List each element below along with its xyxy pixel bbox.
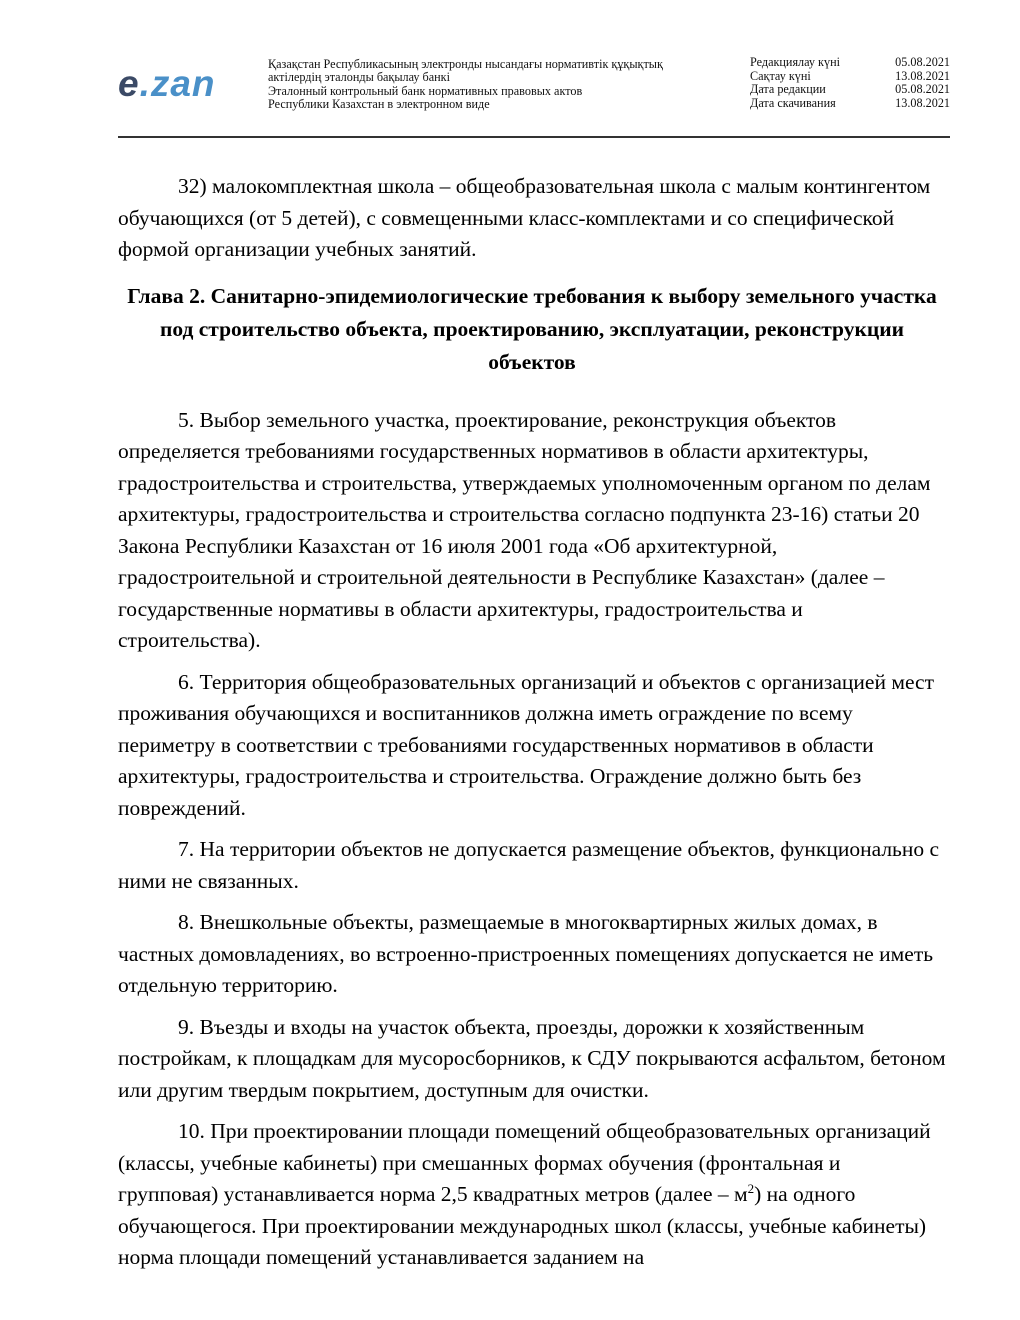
paragraph-10-part1: 10. При проектировании площади помещений общеобразовательных организаций (классы, учебные кабинеты) при смешанных формах обучения (фронтальная и групповая) устанавливается норма 2,5 квадратных метров (далее – м xyxy=(118,1119,931,1206)
meta-row xyxy=(750,83,950,97)
document-header xyxy=(118,56,950,138)
org-line: актілердің эталонды бақылау банкі xyxy=(268,70,450,85)
paragraph-6: 6. Территория общеобразовательных организаций и объектов с организацией мест проживания обучающихся и воспитанников должна иметь ограждение по всему периметру в соответствии с требованиями государственных нормативов в области архитектуры, градостроительства и строительства. Ограждение должно быть без повреждений. xyxy=(118,669,934,820)
paragraph-32: 32) малокомплектная школа – общеобразовательная школа с малым контингентом обучающихся (от 5 детей), с совмещенными класс-комплектами и со специфической формой организации учебных занятий. xyxy=(118,174,931,261)
meta-row xyxy=(750,70,950,84)
logo-zan: zan xyxy=(150,63,216,104)
meta-label: Дата скачивания xyxy=(750,95,836,110)
meta-row xyxy=(750,56,950,70)
superscript-2: 2 xyxy=(747,1180,755,1196)
meta-value: 05.08.2021 xyxy=(895,55,950,69)
org-line: Республики Казахстан в электронном виде xyxy=(268,97,490,112)
meta-label: Сақтау күні xyxy=(750,68,811,83)
meta-value: 05.08.2021 xyxy=(895,82,950,97)
meta-value: 13.08.2021 xyxy=(895,68,950,83)
paragraph-7: 7. На территории объектов не допускается размещение объектов, функционально с ними не связанных. xyxy=(118,837,940,893)
org-title xyxy=(268,58,728,112)
paragraph-9: 9. Въезды и входы на участок объекта, проезды, дорожки к хозяйственным постройкам, к площадкам для мусоросборников, к СДУ покрываются асфальтом, бетоном или другим твердым покрытием, доступным для очистки. xyxy=(118,1014,946,1102)
paragraph-10 xyxy=(118,1116,946,1274)
org-line: Эталонный контрольный банк нормативных правовых актов xyxy=(268,83,583,98)
paragraph-10-part2: ) на одного обучающегося. При проектировании международных школ (классы, учебные кабинеты) норма площади помещений устанавливается заданием на xyxy=(118,1182,927,1269)
meta-row xyxy=(750,97,950,111)
org-line: Қазақстан Республикасының электронды нысандағы нормативтік құқықтық xyxy=(268,57,663,71)
meta-value: 13.08.2021 xyxy=(895,95,950,110)
meta-label: Дата редакции xyxy=(750,82,826,97)
document-body xyxy=(118,171,946,1284)
ezan-logo[interactable] xyxy=(118,63,216,105)
logo-e: e xyxy=(118,63,140,104)
paragraph-5: 5. Выбор земельного участка, проектирование, реконструкция объектов определяется требованиями государственных нормативов в области архитектуры, градостроительства и строительства, утверждаемых уполномоченным органом по делам архитектуры, градостроительства и строительства согласно подпункта 23-16) статьи 20 Закона Республики Казахстан от 16 июля 2001 года «Об архитектурной, градостроительной и строительной деятельности в Республике Казахстан» (далее – государственные нормативы в области архитектуры, градостроительства и строительства). xyxy=(118,407,931,652)
logo-dot: . xyxy=(139,63,151,104)
date-meta xyxy=(750,56,950,110)
paragraph-8: 8. Внешкольные объекты, размещаемые в многоквартирных жилых домах, в частных домовладениях, во встроенно-пристроенных помещениях допускается не иметь отдельную территорию. xyxy=(118,910,934,997)
meta-label: Редакциялау күні xyxy=(750,55,840,69)
chapter-title: Глава 2. Санитарно-эпидемиологические требования к выбору земельного участка под строительство объекта, проектированию, эксплуатации, реконструкции объектов xyxy=(127,283,937,374)
